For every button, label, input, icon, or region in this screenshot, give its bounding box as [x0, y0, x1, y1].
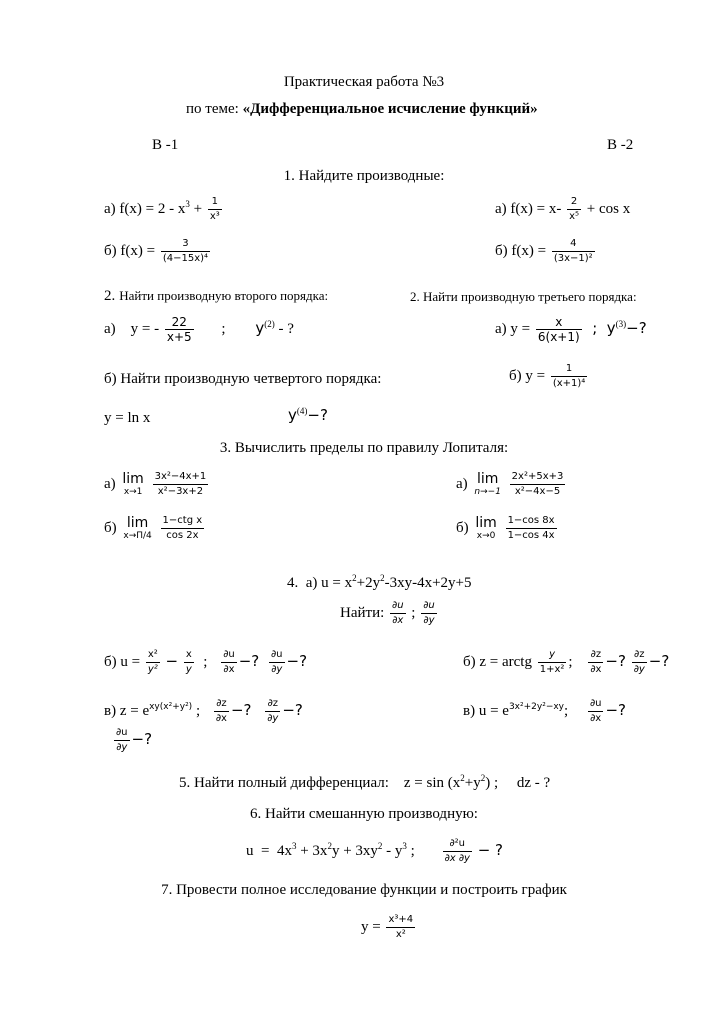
section-number: 2. — [104, 288, 116, 304]
denominator: x⁵ — [569, 211, 580, 222]
sec2-a-right — [495, 316, 647, 343]
section-title: Найти производную второго порядка: — [119, 288, 329, 303]
expr-text: y — [255, 318, 265, 337]
expr-text: −? — [230, 700, 252, 719]
sec1-a-right — [495, 196, 630, 223]
numerator: ∂z — [634, 649, 645, 660]
numerator: 22 — [171, 315, 187, 329]
expr-text: −? — [286, 651, 308, 670]
denominator: ∂y — [633, 664, 645, 675]
fraction — [588, 649, 603, 676]
expr-text: + 3x — [296, 842, 328, 859]
expr-text: б) — [456, 519, 469, 536]
sec1-title: 1. Найдите производные: — [283, 168, 445, 184]
sec3-title: 3. Вычислить пределы по правилу Лопиталя: — [219, 440, 509, 456]
fraction — [567, 196, 581, 223]
fraction — [551, 363, 587, 390]
limit — [123, 516, 151, 541]
fraction — [146, 649, 160, 676]
expr-text: а) — [104, 475, 116, 492]
separator: ; — [221, 320, 226, 337]
exponent: (2) — [264, 318, 275, 329]
lim-sub: x→0 — [476, 531, 496, 541]
expr-text: б) u = — [104, 653, 141, 670]
fraction — [153, 471, 209, 498]
sec4-b-left — [104, 649, 307, 676]
lim-sub: x→П/4 — [123, 531, 152, 541]
denominator: y² — [147, 664, 158, 675]
sec1-b-left — [104, 238, 212, 265]
expr-text: а) — [456, 475, 468, 492]
expr-text: − ? — [477, 840, 503, 859]
fraction — [538, 649, 567, 676]
fraction — [214, 698, 229, 725]
fraction — [265, 698, 280, 725]
numerator: ∂²u — [449, 838, 466, 849]
exponent: 3x²+2y²−xy — [508, 701, 565, 712]
expr-text: −? — [648, 651, 670, 670]
numerator: ∂u — [116, 727, 128, 738]
expr-text: u = 4x — [246, 842, 292, 859]
fraction — [588, 698, 604, 725]
expr-text: -3xy-4x+2y+5 — [384, 575, 472, 591]
lim-word: lim — [126, 515, 149, 531]
limit — [475, 516, 496, 541]
expr-text: −? — [605, 651, 626, 670]
numerator: 1−ctg x — [162, 515, 203, 526]
denominator: x² — [386, 927, 415, 941]
numerator: ∂u — [392, 600, 404, 611]
expr-text: а) f(x) = x- — [495, 200, 562, 217]
numerator: 2 — [570, 196, 578, 207]
expr-text: ; y — [587, 318, 616, 337]
lim-word: lim — [475, 515, 497, 531]
expr-text: −? — [605, 700, 626, 719]
sec2-b-right — [509, 363, 589, 390]
fraction — [161, 515, 205, 542]
fraction — [536, 316, 582, 343]
sec4-c-continued — [112, 727, 152, 754]
numerator: 3 — [182, 238, 189, 249]
expr-text: −? — [307, 406, 328, 424]
expr-text: а) y = — [495, 320, 531, 337]
sec2-title-right: 2. Найти производную третьего порядка: — [410, 289, 637, 304]
expr-text: y — [288, 406, 297, 424]
expr-text: ) ; dz - ? — [485, 775, 551, 791]
variant-left: В -1 — [152, 137, 179, 153]
lim-word: lim — [476, 471, 499, 487]
sec3-a-right — [456, 471, 567, 498]
expr-text: y = — [361, 918, 381, 935]
denominator: 1+x² — [539, 664, 565, 675]
sec6-expr — [246, 838, 503, 865]
expr-text: −? — [626, 318, 647, 337]
numerator: 1 — [565, 363, 573, 374]
expr-text: б) y = — [509, 367, 546, 384]
numerator: 1−cos 8x — [507, 515, 555, 526]
sec2-function: y = ln x — [104, 410, 151, 426]
denominator: ∂y — [421, 613, 437, 627]
numerator: ∂u — [271, 649, 283, 660]
exponent: 2 — [377, 840, 383, 851]
exponent: (3) — [615, 318, 627, 329]
exponent: 3 — [291, 840, 297, 851]
fraction — [161, 238, 210, 265]
expr-text: +y — [464, 775, 481, 791]
sec4-find — [340, 600, 439, 627]
sec4-c-left — [104, 698, 303, 725]
exponent: xy(x²+y²) — [149, 701, 193, 712]
lim-sub: n→−1 — [474, 487, 501, 497]
numerator: ∂z — [590, 649, 602, 660]
denominator: ∂x — [390, 613, 406, 627]
exponent: 3 — [185, 198, 190, 209]
denominator: ∂x — [590, 664, 602, 675]
denominator: 6(x+1) — [537, 330, 580, 344]
doc-title: Практическая работа №3 — [283, 74, 445, 90]
expr-text: - ? — [274, 320, 294, 337]
exponent: 3 — [402, 840, 407, 851]
sec6-title: 6. Найти смешанную производную: — [250, 806, 478, 822]
numerator: x — [555, 315, 563, 329]
sec5-line — [179, 773, 550, 792]
denominator: cos 2x — [161, 528, 205, 542]
find-label: Найти: — [340, 604, 385, 621]
expr-text: в) u = e — [463, 702, 509, 719]
fraction — [506, 515, 557, 542]
topic-prefix: по теме: — [186, 101, 239, 117]
expr-text: −? — [238, 651, 260, 670]
numerator: ∂u — [223, 649, 235, 660]
exponent: 2 — [327, 840, 332, 851]
sec3-b-right — [456, 515, 559, 542]
fraction — [208, 196, 222, 223]
sec4-b-right — [463, 649, 669, 676]
numerator: 4 — [570, 238, 577, 249]
numerator: 2x²+5x+3 — [511, 471, 564, 482]
expr-text: − — [165, 651, 179, 670]
expr-text: б) f(x) = — [495, 242, 547, 259]
sec2-title-left — [104, 287, 328, 305]
separator: ; — [192, 702, 201, 719]
denominator: ∂x ∂y — [444, 853, 470, 864]
sec3-a-left — [104, 471, 210, 498]
sec2-b-left: б) Найти производную четвертого порядка: — [104, 371, 382, 387]
sec7-title: 7. Провести полное исследование функции и построить график — [161, 882, 567, 898]
expr-text: y + 3xy — [331, 842, 378, 859]
denominator: x³ — [209, 211, 220, 222]
fraction — [386, 914, 415, 941]
fraction — [443, 838, 472, 865]
sec4-a — [287, 573, 472, 592]
numerator: x³+4 — [388, 914, 414, 925]
sec4-c-right — [463, 698, 626, 725]
sec7-expr — [361, 914, 417, 941]
expr-text: б) — [104, 519, 117, 536]
sec2-a-left — [104, 316, 294, 343]
fraction — [269, 649, 285, 676]
denominator: ∂x — [588, 711, 604, 725]
lim-sub: x→1 — [123, 487, 143, 497]
limit — [122, 472, 143, 497]
fraction — [632, 649, 647, 676]
denominator: x+5 — [166, 330, 192, 344]
numerator: y — [549, 649, 556, 660]
numerator: ∂z — [216, 698, 227, 709]
limit — [474, 472, 501, 497]
numerator: ∂u — [589, 698, 602, 709]
expr-text: 4. а) u = x — [287, 575, 353, 591]
expr-text: −? — [131, 729, 153, 748]
fraction — [421, 600, 437, 627]
numerator: x² — [147, 649, 158, 660]
numerator: x — [185, 649, 192, 660]
sec1-a-left — [104, 196, 224, 223]
separator: ; — [568, 653, 573, 670]
topic-line — [186, 101, 538, 118]
denominator: x²−4x−5 — [510, 484, 566, 498]
fraction — [390, 600, 406, 627]
fraction — [552, 238, 595, 265]
numerator: ∂u — [423, 600, 435, 611]
expr-text: + — [189, 200, 203, 217]
expr-text: в) z = e — [104, 702, 150, 719]
numerator: 1 — [211, 196, 218, 207]
exponent: 2 — [352, 573, 357, 583]
exponent: 2 — [460, 773, 465, 783]
expr-text: −? — [282, 700, 303, 719]
expr-text: +2y — [356, 575, 381, 591]
numerator: ∂z — [267, 698, 278, 709]
denominator: (x+1)⁴ — [552, 378, 586, 389]
denominator: x²−3x+2 — [153, 484, 209, 498]
fraction — [184, 649, 194, 676]
denominator: ∂y — [114, 740, 130, 754]
expr-text: б) z = arctg — [463, 653, 532, 670]
denominator: ∂x — [215, 713, 227, 724]
fraction — [165, 316, 194, 343]
sec1-b-right — [495, 238, 597, 265]
denominator: y — [185, 664, 192, 675]
separator: ; — [199, 653, 208, 670]
denominator: (4−15x)⁴ — [162, 253, 209, 264]
fraction — [221, 649, 237, 676]
variant-right: В -2 — [607, 137, 634, 153]
denominator: ∂x — [221, 662, 237, 676]
denominator: (3x−1)² — [553, 253, 593, 264]
expr-text: - y — [382, 842, 403, 859]
expr-text: ; — [406, 842, 415, 859]
numerator: 3x²−4x+1 — [154, 471, 207, 482]
separator: ; — [564, 702, 569, 719]
denominator: 1−cos 4x — [507, 530, 555, 541]
exponent: 2 — [480, 773, 486, 783]
denominator: ∂y — [267, 713, 279, 724]
expr-text: а) y = - — [104, 320, 160, 337]
denominator: ∂y — [269, 662, 285, 676]
expr-text: б) f(x) = — [104, 242, 156, 259]
lim-word: lim — [122, 471, 144, 487]
separator: ; — [411, 604, 416, 621]
topic-name: «Дифференциальное исчисление функций» — [242, 101, 538, 117]
exponent: 2 — [380, 573, 385, 583]
expr-text: а) f(x) = 2 - x — [104, 200, 186, 217]
fraction — [114, 727, 130, 754]
fraction — [510, 471, 566, 498]
sec2-fn-ask — [288, 406, 328, 425]
sec3-b-left — [104, 515, 206, 542]
expr-text: 5. Найти полный дифференциал: z = sin (x — [179, 775, 461, 791]
expr-text: + cos x — [586, 200, 631, 217]
exponent: (4) — [296, 406, 308, 416]
